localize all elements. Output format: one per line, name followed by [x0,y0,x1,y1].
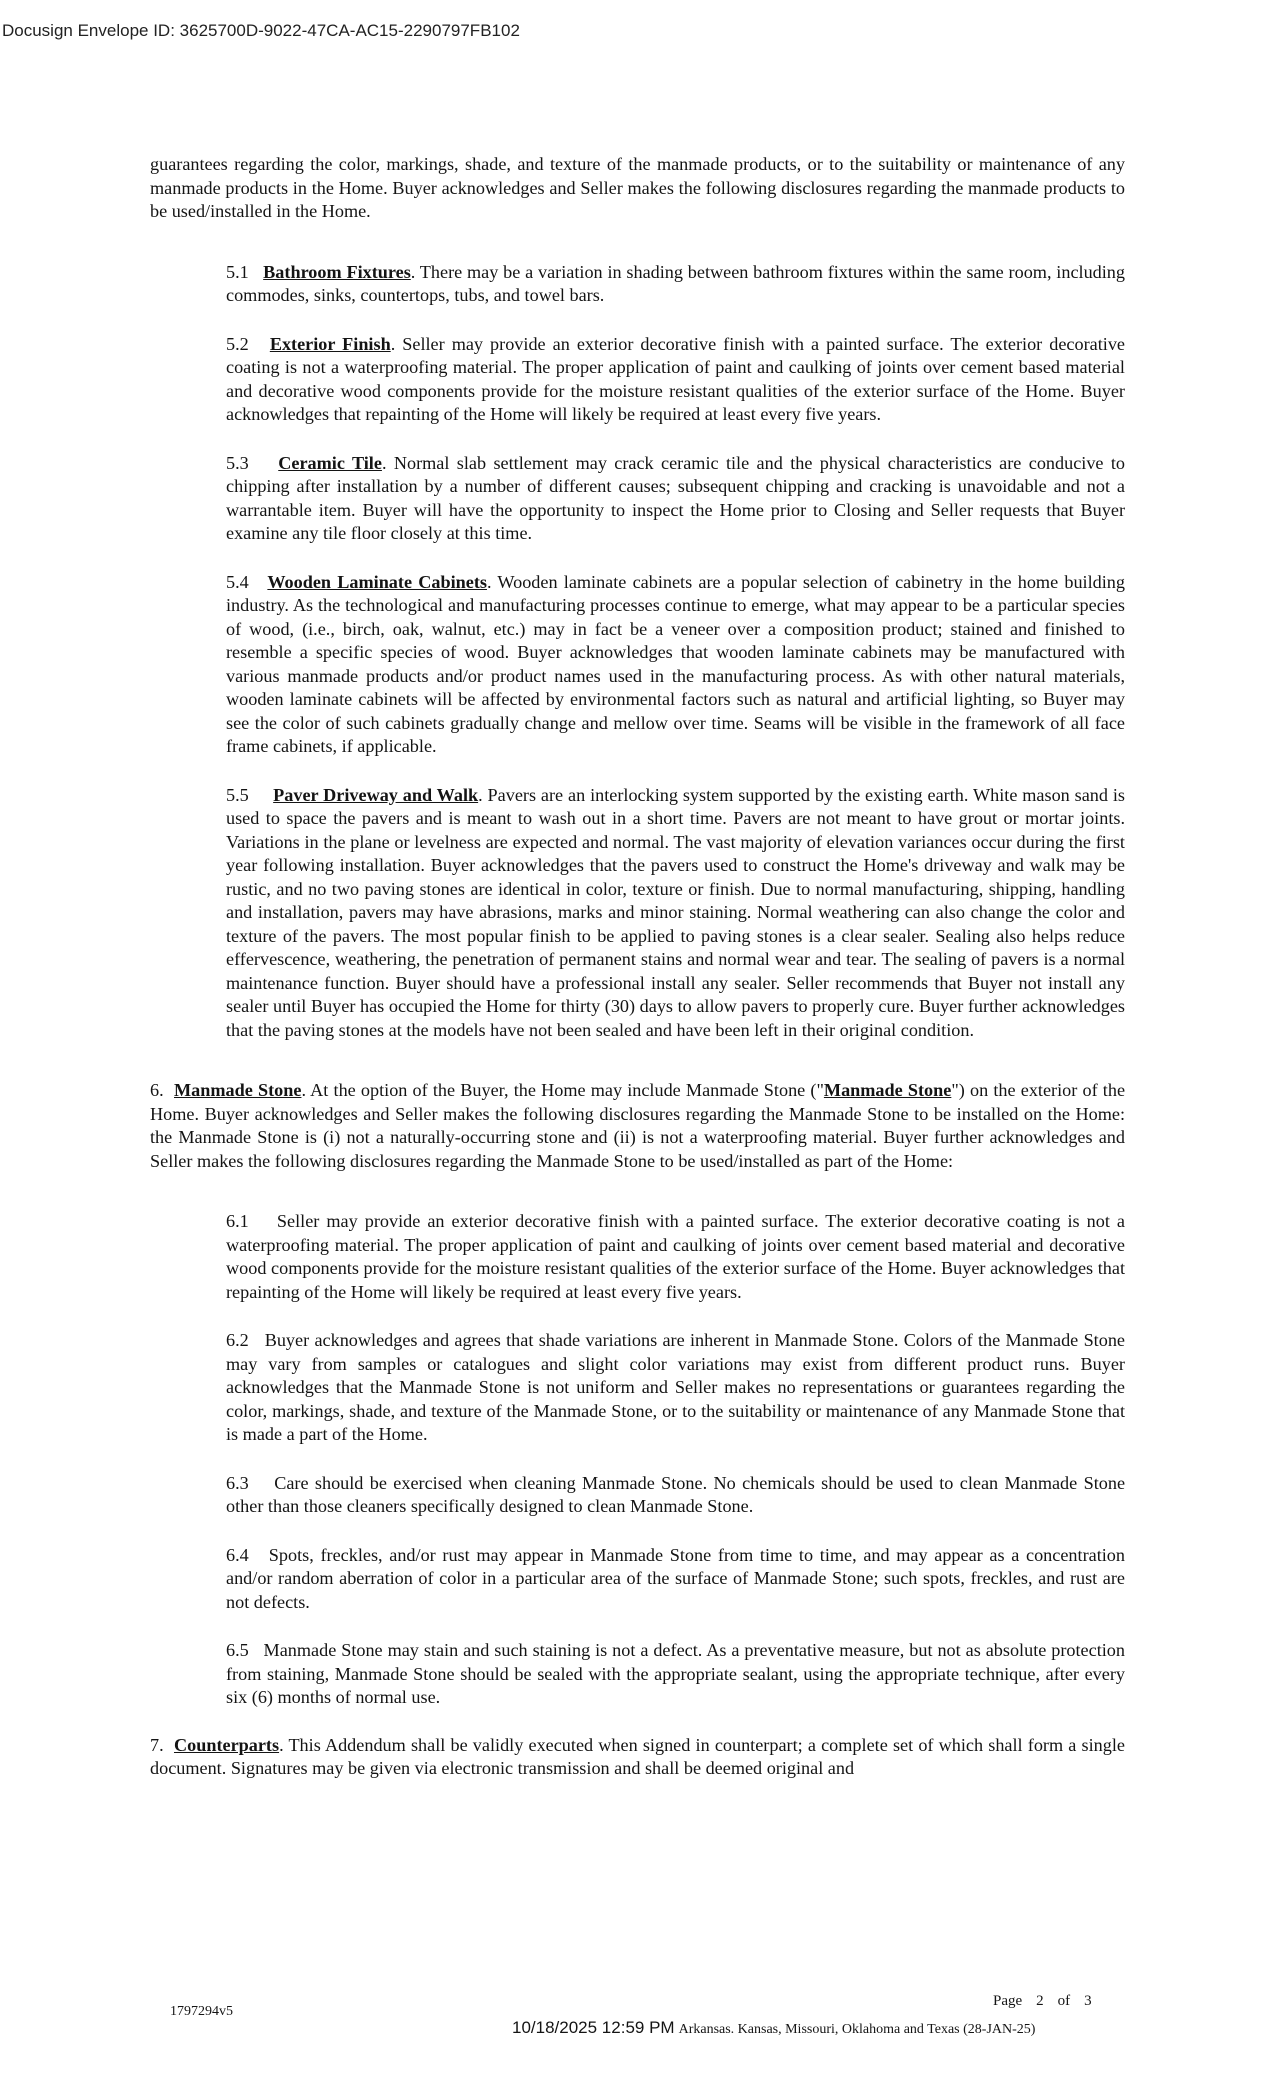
clause-5-2 [226,333,1125,427]
page-indicator [993,1993,1092,2010]
clause-5-4 [226,571,1125,759]
clause-title: Ceramic Tile [278,452,382,473]
page-number: 2 [1036,1993,1044,2009]
document-id: 1797294v5 [170,2004,233,2019]
clause-number: 5.5 [226,784,249,805]
clause-number: 5.4 [226,571,249,592]
section-6-manmade-stone [150,1079,1125,1173]
page-total: 3 [1084,1993,1092,2009]
document-body [150,153,1125,1781]
intro-paragraph: guarantees regarding the color, markings, shade, and texture of the manmade products, or to the suitability or maintenance of any manmade products in the Home. Buyer acknowledges and Seller makes the following disclosures regarding the manmade products to be used/installed in the Home. [150,154,1125,221]
clause-body: Manmade Stone may stain and such staining is not a defect. As a preventative measure, but not as absolute protection from staining, Manmade Stone should be sealed with the appropriate sealant, using the appropriate technique, after every six (6) months of normal use. [226,1640,1125,1707]
clause-body: . Seller may provide an exterior decorative finish with a painted surface. The exterior decorative coating is not a waterproofing material. The proper application of paint and caulking of joints over cement based material and decorative wood components provide for the moisture resistant qualities of the exterior surface of the Home. Buyer acknowledges that repainting of the Home will likely be required at least every five years. [226,333,1125,424]
section-number: 6. [150,1080,164,1100]
clause-body: . Pavers are an interlocking system supported by the existing earth. White mason sand is used to space the pavers and is meant to wash out in a short time. Pavers are not meant to have grout or mortar joints. Variations in the plane or levelness are expected and normal. The vast majority of elevation variances occur during the first year following installation. Buyer acknowledges that the pavers used to construct the Home's driveway and walk may be rustic, and no two paving stones are identical in color, texture or finish. Due to normal manufacturing, shipping, handling and installation, pavers may have abrasions, marks and minor staining. Normal weathering can also change the color and texture of the pavers. The most popular finish to be applied to paving stones is a clear sealer. Sealing also helps reduce effervescence, weathering, the penetration of permanent stains and normal wear and tear. The sealing of pavers is a normal maintenance function. Buyer should have a professional install any sealer. Seller recommends that Buyer not install any sealer until Buyer has occupied the Home for thirty (30) days to allow pavers to properly cure. Buyer further acknowledges that the paving stones at the models have not been sealed and have been left in their original condition. [226,784,1125,1040]
clause-number: 6.4 [226,1544,249,1565]
footer-stamp [512,2018,1035,2038]
clause-number: 6.3 [226,1472,249,1493]
clause-number: 5.2 [226,333,249,354]
clause-body: . Normal slab settlement may crack ceramic tile and the physical characteristics are conducive to chipping after installation by a number of different causes; subsequent chipping and cracking is unavoidable and not a warrantable item. Buyer will have the opportunity to inspect the Home prior to Closing and Seller requests that Buyer examine any tile floor closely at this time. [226,452,1126,543]
clause-6-2 [226,1329,1125,1447]
clause-body: Care should be exercised when cleaning Manmade Stone. No chemicals should be used to clean Manmade Stone other than those cleaners specifically designed to clean Manmade Stone. [226,1472,1126,1516]
clause-5-5 [226,784,1125,1043]
clause-body: Spots, freckles, and/or rust may appear in Manmade Stone from time to time, and may appear as a concentration and/or random aberration of color in a particular area of the surface of Manmade Stone; such spots, freckles, and rust are not defects. [226,1544,1125,1612]
clause-number: 6.5 [226,1640,249,1660]
clause-body: Seller may provide an exterior decorative finish with a painted surface. The exterior decorative coating is not a waterproofing material. The proper application of paint and caulking of joints over cement based material and decorative wood components provide for the moisture resistant qualities of the exterior surface of the Home. Buyer acknowledges that repainting of the Home will likely be required at least every five years. [226,1211,1125,1302]
clause-6-1 [226,1210,1125,1304]
clause-body: Buyer acknowledges and agrees that shade variations are inherent in Manmade Stone. Colors of the Manmade Stone may vary from samples or catalogues and slight color variations may exist from different product runs. Buyer acknowledges that the Manmade Stone is not uniform and Seller makes no representations or guarantees regarding the color, markings, shade, and texture of the Manmade Stone, or to the suitability or maintenance of any Manmade Stone that is made a part of the Home. [226,1330,1125,1444]
section-7-counterparts [150,1734,1125,1781]
defined-term: Manmade Stone [823,1080,952,1100]
section-title: Counterparts [173,1734,280,1755]
states-line: Arkansas. Kansas, Missouri, Oklahoma and Texas (28-JAN-25) [678,2022,1036,2037]
clause-number: 5.1 [226,261,249,282]
clause-6-4 [226,1544,1125,1615]
clause-body: . Wooden laminate cabinets are a popular selection of cabinetry in the home building industry. As the technological and manufacturing processes continue to emerge, what may appear to be a particular species of wood, (i.e., birch, oak, walnut, etc.) may in fact be a veneer over a composition product; stained and finished to resemble a specific species of wood. Buyer acknowledges that wooden laminate cabinets may be manufactured with various manmade products and/or product names used in the manufacturing process. As with other natural materials, wooden laminate cabinets will be affected by environmental factors such as natural and artificial lighting, so Buyer may see the color of such cabinets gradually change and mellow over time. Seams will be visible in the framework of all face frame cabinets, if applicable. [226,571,1125,756]
clause-6-5 [226,1639,1125,1710]
clause-5-3 [226,452,1125,546]
page-of-label: of [1057,1993,1071,2009]
envelope-id: Docusign Envelope ID: 3625700D-9022-47CA-AC15-2290797FB102 [2,21,520,40]
clause-title: Wooden Laminate Cabinets [267,571,487,592]
clause-title: Bathroom Fixtures [263,261,411,282]
clause-number: 6.1 [226,1211,249,1231]
section-number: 7. [150,1734,164,1755]
page-label: Page [993,1993,1023,2009]
clause-body: . There may be a variation in shading between bathroom fixtures within the same room, including commodes, sinks, countertops, tubs, and towel bars. [226,261,1125,305]
clause-number: 5.3 [226,452,249,473]
section-title: Manmade Stone [174,1080,302,1100]
section-body-a: . At the option of the Buyer, the Home may include Manmade Stone (" [301,1080,824,1100]
section-body-b: ") on the exterior of the Home. Buyer acknowledges and Seller makes the following disclosures regarding the Manmade Stone to be installed on the Home: the Manmade Stone is (i) not a naturally-occurring stone and (ii) is not a waterproofing material. Buyer further acknowledges and Seller makes the following disclosures regarding the Manmade Stone to be used/installed as part of the Home: [150,1080,1126,1171]
section-body: . This Addendum shall be validly executed when signed in counterpart; a complete set of which shall form a single document. Signatures may be given via electronic transmission and shall be deemed original and [150,1734,1125,1778]
clause-number: 6.2 [226,1330,249,1350]
clause-title: Exterior Finish [269,333,391,354]
clause-5-1 [226,261,1125,308]
clause-6-3 [226,1472,1125,1519]
clause-title: Paver Driveway and Walk [273,784,479,805]
timestamp: 10/18/2025 12:59 PM [512,2018,675,2037]
